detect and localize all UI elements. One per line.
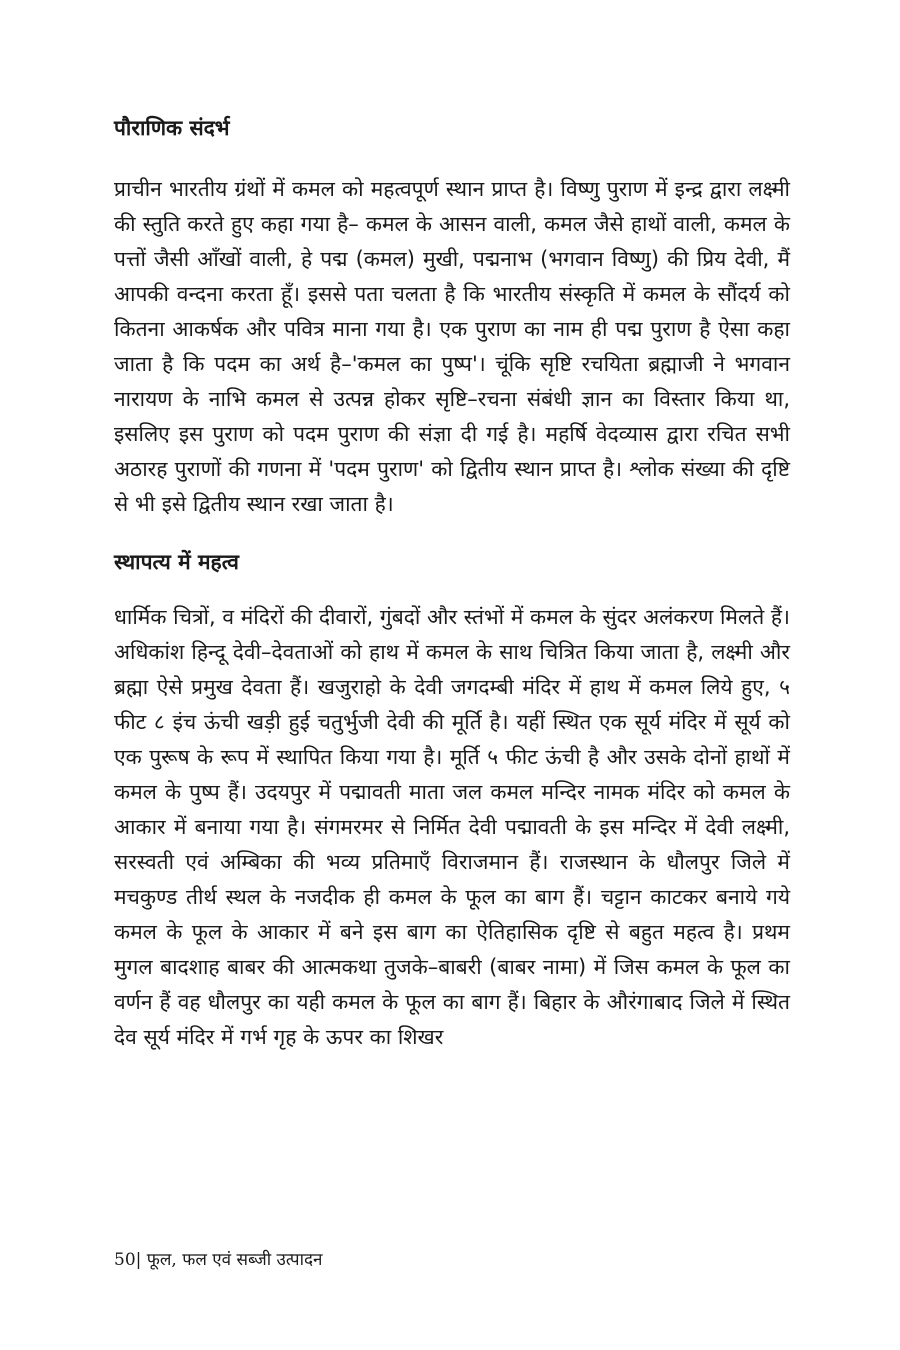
page-footer: [114, 1248, 322, 1272]
book-title: फूल, फल एवं सब्जी उत्पादन: [141, 1250, 323, 1270]
page-content: [114, 108, 790, 1055]
section-heading-sthapatya: स्थापत्य में महत्व: [114, 550, 239, 574]
footer-separator: |: [135, 1250, 142, 1270]
paragraph-sthapatya: धार्मिक चित्रों, व मंदिरों की दीवारों, गुंबदों और स्तंभों में कमल के सुंदर अलंकरण मिलते हैं। अधिकांश हिन्दू देवी–देवताओं को हाथ में कमल के साथ चित्रित किया जाता है, लक्ष्मी और ब्रह्मा ऐसे प्रमुख देवता हैं। खजुराहो के देवी जगदम्बी मंदिर में हाथ में कमल लिये हुए, ५ फीट ८ इंच ऊंची खड़ी हुई चतुर्भुजी देवी की मूर्ति है। यहीं स्थित एक सूर्य मंदिर में सूर्य को एक पुरूष के रूप में स्थापित किया गया है। मूर्ति ५ फीट ऊंची है और उसके दोनों हाथों में कमल के पुष्प हैं। उदयपुर में पद्मावती माता जल कमल मन्दिर नामक मंदिर को कमल के आकार में बनाया गया है। संगमरमर से निर्मित देवी पद्मावती के इस मन्दिर में देवी लक्ष्मी, सरस्वती एवं अम्बिका की भव्य प्रतिमाएँ विराजमान हैं। राजस्थान के धौलपुर जिले में मचकुण्ड तीर्थ स्थल के नजदीक ही कमल के फूल का बाग हैं। चट्टान काटकर बनाये गये कमल के फूल के आकार में बने इस बाग का ऐतिहासिक दृष्टि से बहुत महत्व है। प्रथम मुगल बादशाह बाबर की आत्मकथा तुजके–बाबरी (बाबर नामा) में जिस कमल के फूल का वर्णन हैं वह धौलपुर का यही कमल के फूल का बाग हैं। बिहार के औरंगाबाद जिले में स्थित देव सूर्य मंदिर में गर्भ गृह के ऊपर का शिखर: [114, 605, 790, 1049]
paragraph-pauranik: प्राचीन भारतीय ग्रंथों में कमल को महत्वपूर्ण स्थान प्राप्त है। विष्णु पुराण में इन्द्र द्वारा लक्ष्मी की स्तुति करते हुए कहा गया है– कमल के आसन वाली, कमल जैसे हाथों वाली, कमल के पत्तों जैसी आँखों वाली, हे पद्म (कमल) मुखी, पद्मनाभ (भगवान विष्णु) की प्रिय देवी, मैं आपकी वन्दना करता हूँ। इससे पता चलता है कि भारतीय संस्कृति में कमल के सौंदर्य को कितना आकर्षक और पवित्र माना गया है। एक पुराण का नाम ही पद्म पुराण है ऐसा कहा जाता है कि पदम का अर्थ है–'कमल का पुष्प'। चूंकि सृष्टि रचयिता ब्रह्माजी ने भगवान नारायण के नाभि कमल से उत्पन्न होकर सृष्टि–रचना संबंधी ज्ञान का विस्तार किया था, इसलिए इस पुराण को पदम पुराण की संज्ञा दी गई है। महर्षि वेदव्यास द्वारा रचित सभी अठारह पुराणों की गणना में 'पदम पुराण' को द्वितीय स्थान प्राप्त है। श्लोक संख्या की दृष्टि से भी इसे द्वितीय स्थान रखा जाता है।: [114, 177, 790, 516]
page-number: 50: [114, 1250, 136, 1270]
section-heading-pauranik: पौराणिक संदर्भ: [114, 116, 230, 140]
